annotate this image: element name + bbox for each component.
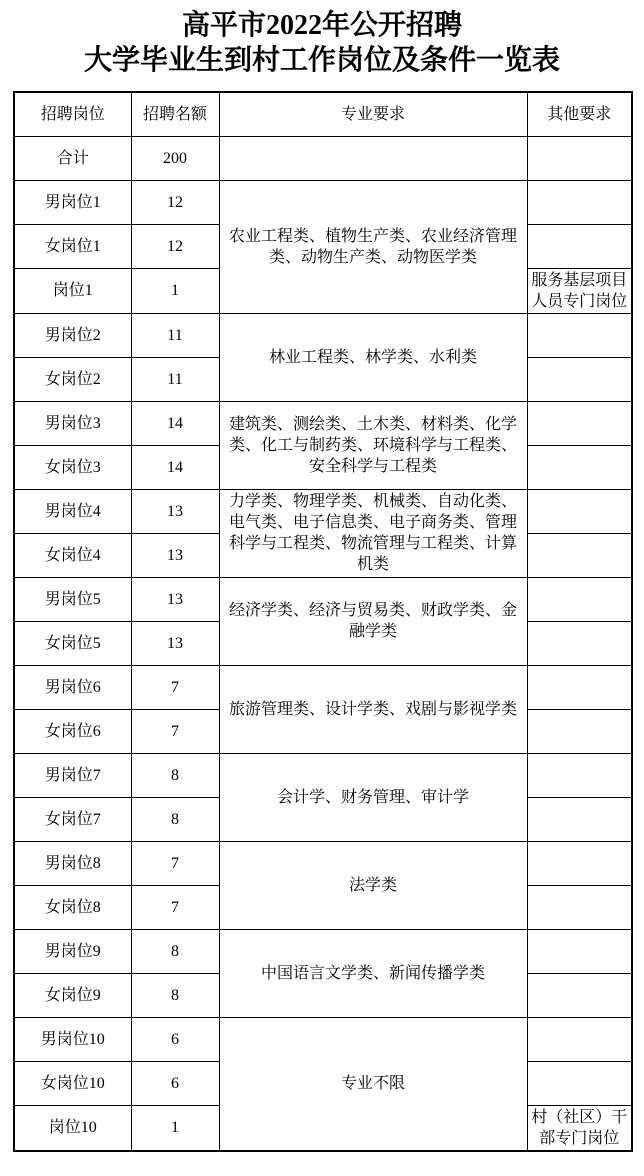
quota-cell: 14 bbox=[131, 401, 219, 445]
major-requirements-cell: 经济学类、经济与贸易类、财政学类、金融学类 bbox=[219, 577, 527, 665]
table-row bbox=[14, 577, 632, 621]
quota-cell: 13 bbox=[131, 621, 219, 665]
table-row bbox=[14, 489, 632, 533]
other-requirements-cell bbox=[527, 665, 632, 709]
position-cell: 合计 bbox=[14, 136, 131, 180]
other-requirements-cell bbox=[527, 224, 632, 268]
major-requirements-cell: 专业不限 bbox=[219, 1017, 527, 1151]
quota-cell: 14 bbox=[131, 445, 219, 489]
other-requirements-cell bbox=[527, 885, 632, 929]
position-cell: 女岗位7 bbox=[14, 797, 131, 841]
other-requirements-cell bbox=[527, 136, 632, 180]
quota-cell: 8 bbox=[131, 973, 219, 1017]
other-requirements-cell bbox=[527, 1061, 632, 1105]
table-row bbox=[14, 1017, 632, 1061]
other-requirements-cell bbox=[527, 709, 632, 753]
table-row bbox=[14, 665, 632, 709]
major-requirements-cell bbox=[219, 136, 527, 180]
quota-cell: 11 bbox=[131, 313, 219, 357]
column-header-1: 招聘岗位 bbox=[14, 92, 131, 136]
quota-cell: 11 bbox=[131, 357, 219, 401]
position-cell: 女岗位8 bbox=[14, 885, 131, 929]
column-header-4: 其他要求 bbox=[527, 92, 632, 136]
quota-cell: 200 bbox=[131, 136, 219, 180]
major-requirements-cell: 林业工程类、林学类、水利类 bbox=[219, 313, 527, 401]
other-requirements-cell: 村（社区）干部专门岗位 bbox=[527, 1105, 632, 1151]
table-row bbox=[14, 929, 632, 973]
quota-cell: 1 bbox=[131, 1105, 219, 1151]
major-requirements-cell: 建筑类、测绘类、土木类、材料类、化学类、化工与制药类、环境科学与工程类、安全科学与工程类 bbox=[219, 401, 527, 489]
major-requirements-cell: 力学类、物理学类、机械类、自动化类、电气类、电子信息类、电子商务类、管理科学与工程类、物流管理与工程类、计算机类 bbox=[219, 489, 527, 577]
position-cell: 男岗位8 bbox=[14, 841, 131, 885]
position-cell: 女岗位5 bbox=[14, 621, 131, 665]
major-requirements-cell: 农业工程类、植物生产类、农业经济管理类、动物生产类、动物医学类 bbox=[219, 180, 527, 313]
position-cell: 女岗位1 bbox=[14, 224, 131, 268]
other-requirements-cell bbox=[527, 577, 632, 621]
position-cell: 男岗位1 bbox=[14, 180, 131, 224]
other-requirements-cell bbox=[527, 621, 632, 665]
other-requirements-cell bbox=[527, 445, 632, 489]
position-cell: 女岗位3 bbox=[14, 445, 131, 489]
quota-cell: 7 bbox=[131, 885, 219, 929]
other-requirements-cell bbox=[527, 533, 632, 577]
column-header-3: 专业要求 bbox=[219, 92, 527, 136]
position-cell: 女岗位9 bbox=[14, 973, 131, 1017]
quota-cell: 8 bbox=[131, 929, 219, 973]
other-requirements-cell bbox=[527, 489, 632, 533]
table-row bbox=[14, 313, 632, 357]
major-requirements-cell: 中国语言文学类、新闻传播学类 bbox=[219, 929, 527, 1017]
other-requirements-cell bbox=[527, 753, 632, 797]
quota-cell: 7 bbox=[131, 709, 219, 753]
other-requirements-cell bbox=[527, 1017, 632, 1061]
table-head bbox=[14, 92, 632, 136]
position-cell: 女岗位10 bbox=[14, 1061, 131, 1105]
quota-cell: 13 bbox=[131, 577, 219, 621]
position-cell: 女岗位6 bbox=[14, 709, 131, 753]
page-title bbox=[0, 8, 644, 78]
other-requirements-cell bbox=[527, 841, 632, 885]
table-row bbox=[14, 180, 632, 224]
position-cell: 女岗位4 bbox=[14, 533, 131, 577]
document-page bbox=[0, 8, 644, 1152]
quota-cell: 13 bbox=[131, 489, 219, 533]
position-cell: 男岗位9 bbox=[14, 929, 131, 973]
major-requirements-cell: 旅游管理类、设计学类、戏剧与影视学类 bbox=[219, 665, 527, 753]
position-cell: 女岗位2 bbox=[14, 357, 131, 401]
table-body bbox=[14, 136, 632, 1151]
other-requirements-cell bbox=[527, 797, 632, 841]
other-requirements-cell bbox=[527, 180, 632, 224]
major-requirements-cell: 会计学、财务管理、审计学 bbox=[219, 753, 527, 841]
title-line-1: 高平市2022年公开招聘 bbox=[181, 10, 462, 41]
title-line-2: 大学毕业生到村工作岗位及条件一览表 bbox=[83, 45, 560, 76]
position-cell: 男岗位2 bbox=[14, 313, 131, 357]
other-requirements-cell bbox=[527, 401, 632, 445]
quota-cell: 6 bbox=[131, 1017, 219, 1061]
other-requirements-cell: 服务基层项目人员专门岗位 bbox=[527, 268, 632, 313]
table-row bbox=[14, 401, 632, 445]
quota-cell: 6 bbox=[131, 1061, 219, 1105]
other-requirements-cell bbox=[527, 929, 632, 973]
recruitment-table bbox=[13, 91, 633, 1152]
other-requirements-cell bbox=[527, 313, 632, 357]
quota-cell: 1 bbox=[131, 268, 219, 313]
position-cell: 男岗位5 bbox=[14, 577, 131, 621]
position-cell: 男岗位7 bbox=[14, 753, 131, 797]
position-cell: 男岗位10 bbox=[14, 1017, 131, 1061]
position-cell: 岗位10 bbox=[14, 1105, 131, 1151]
position-cell: 男岗位6 bbox=[14, 665, 131, 709]
column-header-2: 招聘名额 bbox=[131, 92, 219, 136]
other-requirements-cell bbox=[527, 357, 632, 401]
position-cell: 男岗位4 bbox=[14, 489, 131, 533]
table-row bbox=[14, 841, 632, 885]
quota-cell: 7 bbox=[131, 665, 219, 709]
major-requirements-cell: 法学类 bbox=[219, 841, 527, 929]
position-cell: 岗位1 bbox=[14, 268, 131, 313]
quota-cell: 12 bbox=[131, 180, 219, 224]
header-row bbox=[14, 92, 632, 136]
quota-cell: 13 bbox=[131, 533, 219, 577]
table-row bbox=[14, 753, 632, 797]
quota-cell: 7 bbox=[131, 841, 219, 885]
quota-cell: 12 bbox=[131, 224, 219, 268]
quota-cell: 8 bbox=[131, 797, 219, 841]
quota-cell: 8 bbox=[131, 753, 219, 797]
other-requirements-cell bbox=[527, 973, 632, 1017]
table-row bbox=[14, 136, 632, 180]
position-cell: 男岗位3 bbox=[14, 401, 131, 445]
